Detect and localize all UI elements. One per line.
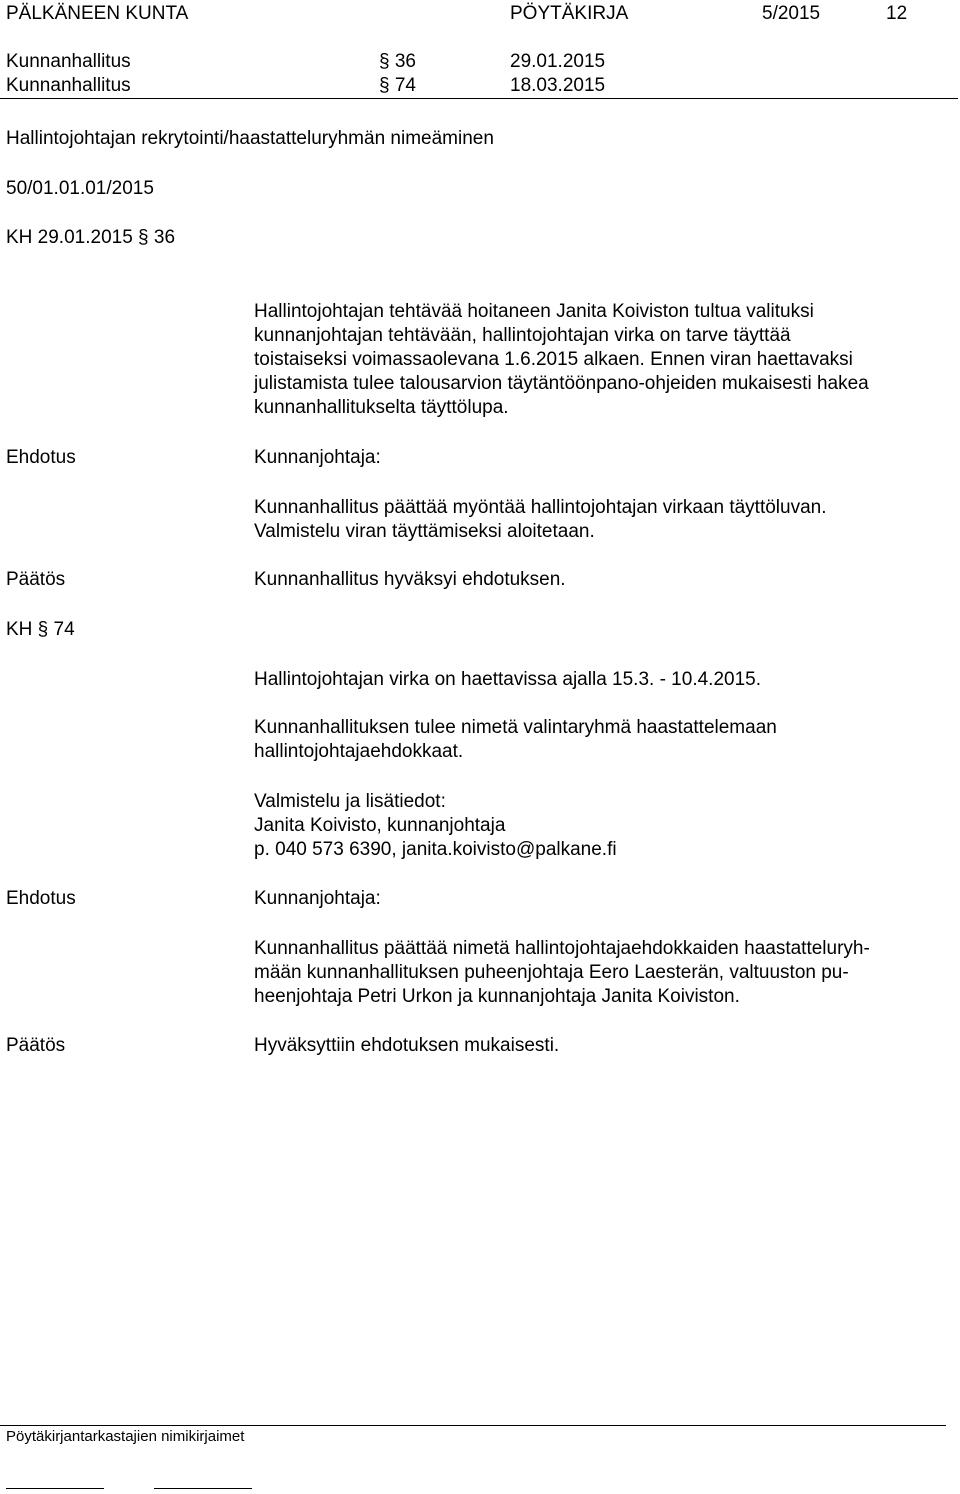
page-title: Hallintojohtajan rekrytointi/haastatteluryhmän nimeäminen (6, 128, 494, 149)
paragraph-line: toistaiseksi voimassaolevana 1.6.2015 alkaen. Ennen viran haettavaksi (254, 349, 853, 370)
proposal-line: Kunnanhallitus päättää myöntää hallintojohtajan virkaan täyttöluvan. (254, 497, 827, 518)
paragraph-line: kunnanhallitukselta täyttölupa. (254, 397, 509, 418)
decision-text: Hyväksyttiin ehdotuksen mukaisesti. (254, 1035, 560, 1056)
section-heading: KH 29.01.2015 § 36 (6, 227, 176, 248)
reference-section: § 36 (379, 51, 416, 72)
proposer: Kunnanjohtaja: (254, 888, 381, 909)
proposal-label: Ehdotus (6, 888, 76, 909)
reference-date: 29.01.2015 (510, 51, 606, 72)
decision-text: Kunnanhallitus hyväksyi ehdotuksen. (254, 569, 566, 590)
preparation-line: p. 040 573 6390, janita.koivisto@palkane.fi (254, 839, 617, 860)
signature-line (6, 1488, 104, 1489)
paragraph-line: kunnanjohtajan tehtävään, hallintojohtajan virka on tarve täyttää (254, 325, 791, 346)
preparation-line: Janita Koivisto, kunnanjohtaja (254, 815, 506, 836)
document-number: 5/2015 (762, 3, 821, 24)
signature-line (154, 1488, 252, 1489)
paragraph-line: Kunnanhallituksen tulee nimetä valintaryhmä haastattelemaan (254, 717, 777, 738)
paragraph-line: julistamista tulee talousarvion täytäntöönpano-ohjeiden mukaisesti hakea (254, 373, 869, 394)
reference-date: 18.03.2015 (510, 75, 606, 96)
proposal-line: Kunnanhallitus päättää nimetä hallintojohtajaehdokkaiden haastatteluryh- (254, 938, 870, 959)
municipality-name: PÄLKÄNEEN KUNTA (6, 3, 189, 24)
footer-divider (0, 1425, 946, 1426)
reference-body: Kunnanhallitus (6, 51, 131, 72)
page-number: 12 (886, 3, 908, 24)
proposal-line: heenjohtaja Petri Urkon ja kunnanjohtaja Janita Koiviston. (254, 986, 740, 1007)
proposal-label: Ehdotus (6, 447, 76, 468)
document-type: PÖYTÄKIRJA (510, 3, 629, 24)
preparation-line: Valmistelu ja lisätiedot: (254, 791, 446, 812)
signature-label: Pöytäkirjantarkastajien nimikirjaimet (6, 1428, 245, 1445)
decision-label: Päätös (6, 569, 66, 590)
paragraph-line: hallintojohtajaehdokkaat. (254, 741, 464, 762)
paragraph-line: Hallintojohtajan virka on haettavissa ajalla 15.3. - 10.4.2015. (254, 669, 761, 690)
proposer: Kunnanjohtaja: (254, 447, 381, 468)
reference-section: § 74 (379, 75, 416, 96)
section-heading: KH § 74 (6, 619, 75, 640)
decision-label: Päätös (6, 1035, 66, 1056)
paragraph-line: Hallintojohtajan tehtävää hoitaneen Janita Koiviston tultua valituksi (254, 301, 814, 322)
proposal-line: mään kunnanhallituksen puheenjohtaja Eero Laesterän, valtuuston pu- (254, 962, 849, 983)
reference-body: Kunnanhallitus (6, 75, 131, 96)
proposal-line: Valmistelu viran täyttämiseksi aloitetaan. (254, 521, 595, 542)
header-divider (0, 98, 958, 99)
diary-number: 50/01.01.01/2015 (6, 178, 154, 199)
